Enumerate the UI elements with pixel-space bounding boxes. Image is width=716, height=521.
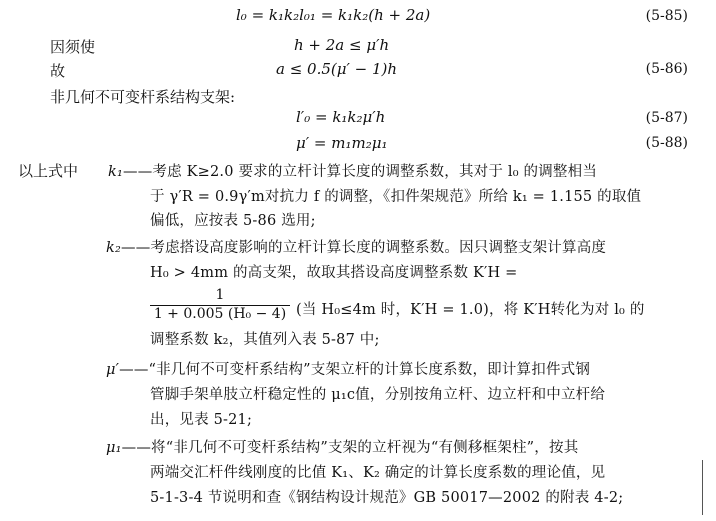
condition-label: 因须使: [50, 38, 96, 56]
definition-mu1-line3: 5-1-3-4 节说明和查《钢结构设计规范》GB 50017—2002 的附表 4-2;: [150, 490, 624, 506]
definition-mu-prime-line1: μ′——“非几何不可变杆系结构”支架立杆的计算长度系数，即计算扣件式钢: [106, 362, 591, 378]
symbol-k1: k₁: [108, 164, 123, 180]
definition-k1-line2: 于 γ′R = 0.9γ′m对抗力 f 的调整，《扣件架规范》所给 k₁ = 1.155 的取值: [150, 189, 642, 205]
kh-fraction: [150, 287, 290, 322]
therefore-label: 故: [50, 62, 66, 80]
equation-number-5-88: (5-88): [645, 135, 688, 151]
definitions-intro: 以上式中: [18, 162, 79, 180]
definition-mu1-line2: 两端交汇杆件线刚度的比值 K₁、K₂ 确定的计算长度系数的理论值，见: [150, 465, 606, 481]
definition-k2-line3: (当 H₀≤4m 时，K′H = 1.0)，将 K′H转化为对 l₀ 的: [296, 302, 645, 318]
condition-inequality: h + 2a ≤ μ′h: [294, 36, 390, 54]
definition-k1-line1: k₁——考虑 K≥2.0 要求的立杆计算长度的调整系数，其对于 l₀ 的调整相当: [108, 164, 598, 180]
page-edge-rule: [702, 460, 703, 515]
definition-mu-prime-line3: 出，见表 5-21;: [150, 412, 253, 428]
equation-number-5-86: (5-86): [645, 61, 688, 77]
nongeo-section-title: 非几何不可变杆系结构支架:: [50, 88, 236, 106]
definition-k1-line3: 偏低，应按表 5-86 选用;: [150, 213, 316, 229]
equation-5-88: μ′ = m₁m₂μ₁: [296, 134, 388, 152]
fraction-numerator: 1: [215, 287, 225, 303]
fraction-denominator: 1 + 0.005 (H₀ − 4): [153, 306, 287, 322]
definition-k2-line1: k₂——考虑搭设高度影响的立杆计算长度的调整系数。因只调整支架计算高度: [106, 240, 607, 256]
symbol-k2: k₂: [106, 240, 121, 256]
definition-k2-line2: H₀ > 4mm 的高支架，故取其搭设高度调整系数 K′H =: [150, 265, 518, 281]
definition-mu1-line1: μ₁——将“非几何不可变杆系结构”支架的立杆视为“有侧移框架柱”，按其: [106, 440, 579, 456]
equation-number-5-85: (5-85): [645, 8, 688, 24]
symbol-mu1: μ₁: [106, 440, 122, 456]
equation-5-87: l′₀ = k₁k₂μ′h: [296, 108, 386, 126]
equation-number-5-87: (5-87): [645, 110, 688, 126]
symbol-mu-prime: μ′: [106, 362, 120, 378]
equation-5-86: a ≤ 0.5(μ′ − 1)h: [276, 60, 398, 78]
definition-mu-prime-line2: 管脚手架单肢立杆稳定性的 μ₁c值，分别按角立杆、边立杆和中立杆给: [150, 387, 606, 403]
definition-k2-line4: 调整系数 k₂，其值列入表 5-87 中;: [150, 332, 380, 348]
equation-5-85: l₀ = k₁k₂l₀₁ = k₁k₂(h + 2a): [236, 6, 431, 24]
